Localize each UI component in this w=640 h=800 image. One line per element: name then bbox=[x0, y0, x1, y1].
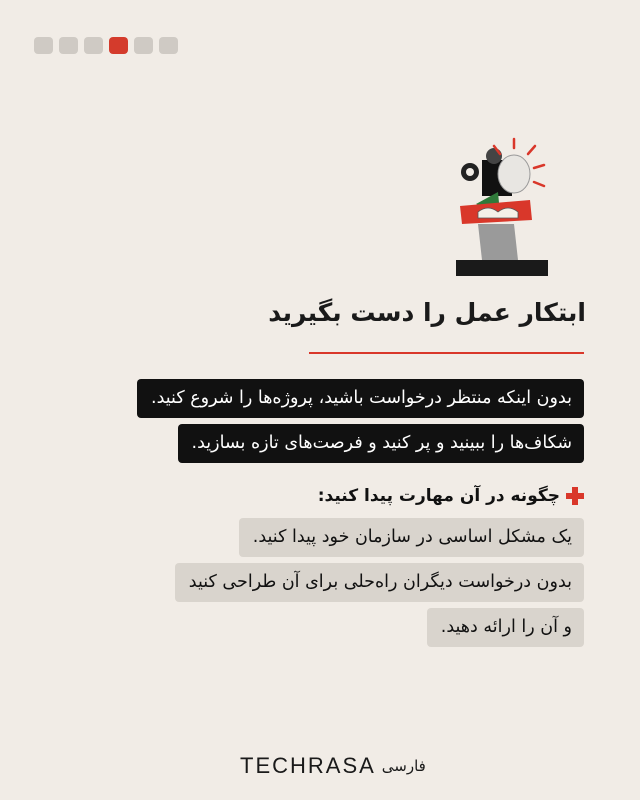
tip-line-2: بدون درخواست دیگران راه‌حلی برای آن طراحی کنید bbox=[175, 563, 584, 602]
progress-dot-1 bbox=[34, 37, 53, 54]
plus-icon bbox=[566, 487, 584, 505]
collage-illustration bbox=[448, 128, 556, 276]
brand-logo bbox=[240, 753, 426, 779]
progress-dot-3 bbox=[84, 37, 103, 54]
collage-lightbulb bbox=[498, 155, 530, 193]
collage-holding-hand bbox=[478, 224, 518, 264]
highlight-lines bbox=[137, 379, 584, 469]
slide-progress-indicator bbox=[34, 37, 178, 54]
brand-name: TECHRASA bbox=[240, 753, 376, 778]
collage-gear-icon bbox=[461, 163, 479, 181]
collage-person-head bbox=[486, 148, 502, 164]
progress-dot-4-current bbox=[109, 37, 128, 54]
subheading-text: چگونه در آن مهارت پیدا کنید: bbox=[317, 486, 560, 506]
collage-dark-base bbox=[456, 260, 548, 276]
highlight-line-2: شکاف‌ها را ببینید و پر کنید و فرصت‌های تازه بسازید. bbox=[178, 424, 584, 463]
subheading bbox=[318, 486, 584, 506]
highlight-line-1: بدون اینکه منتظر درخواست باشید، پروژه‌ها را شروع کنید. bbox=[137, 379, 584, 418]
tip-line-3: و آن را ارائه دهید. bbox=[427, 608, 584, 647]
brand-language: فارسی bbox=[381, 757, 426, 775]
page-title: ابتکار عمل را دست بگیرید bbox=[268, 298, 586, 327]
progress-dot-5 bbox=[134, 37, 153, 54]
tip-lines bbox=[175, 518, 584, 653]
progress-dot-6 bbox=[159, 37, 178, 54]
progress-dot-2 bbox=[59, 37, 78, 54]
tip-line-1: یک مشکل اساسی در سازمان خود پیدا کنید. bbox=[239, 518, 584, 557]
title-underline bbox=[309, 352, 584, 354]
